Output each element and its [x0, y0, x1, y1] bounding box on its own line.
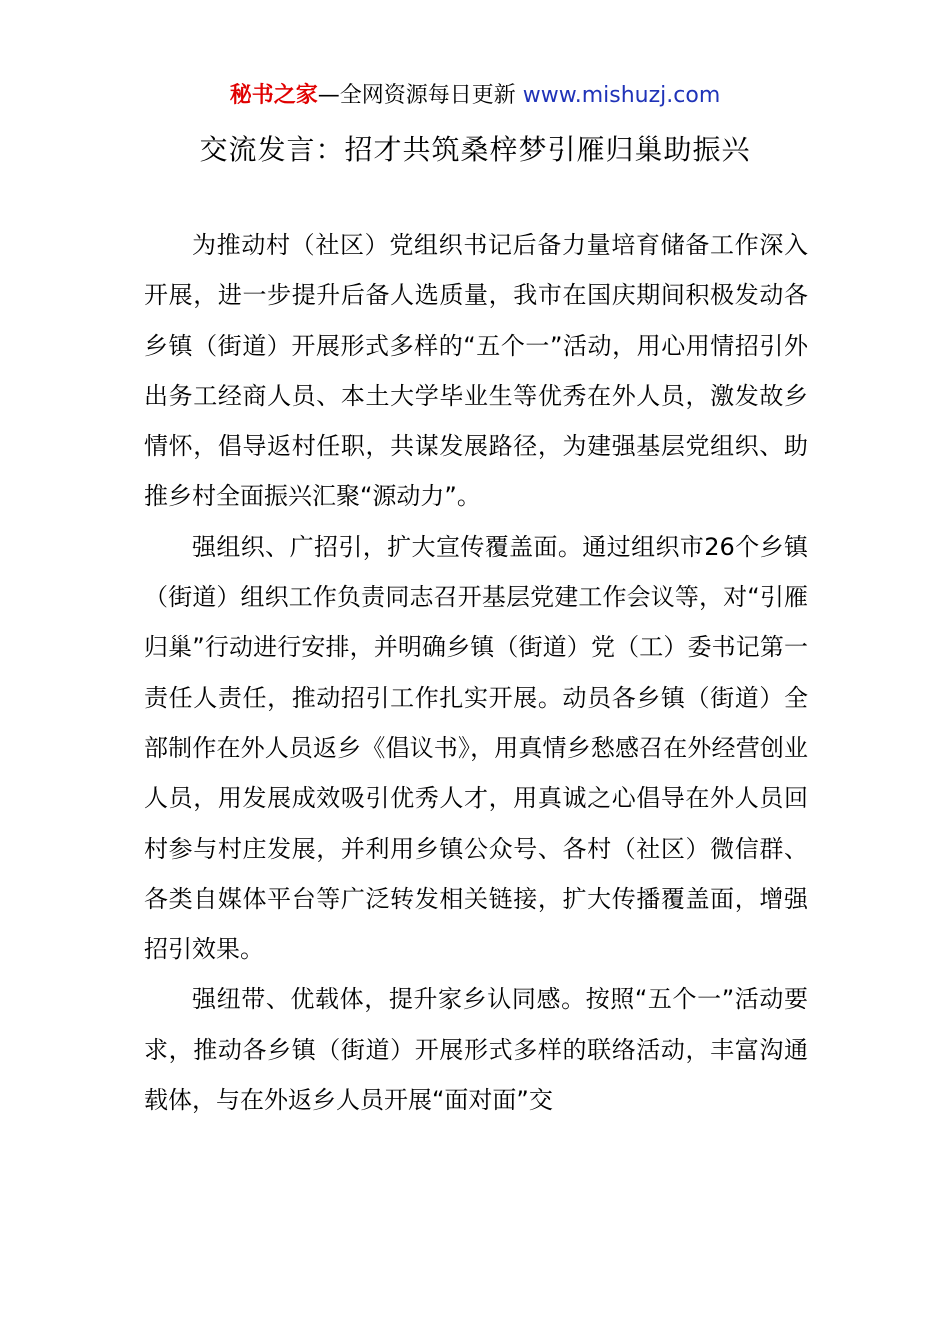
paragraph-organization: 强组织、广招引，扩大宣传覆盖面。通过组织市26个乡镇（街道）组织工作负责同志召开基层党建工作会议等，对“引雁归巢”行动进行安排，并明确乡镇（街道）党（工）委书记第一责任人责任，推动招引工作扎实开展。动员各乡镇（街道）全部制作在外人员返乡《倡议书》，用真情乡愁感召在外经营创业人员，用发展成效吸引优秀人才，用真诚之心倡导在外人员回村参与村庄发展，并利用乡镇公众号、各村（社区）微信群、各类自媒体平台等广泛转发相关链接，扩大传播覆盖面，增强招引效果。: [144, 532, 808, 964]
site-tagline: —全网资源每日更新: [317, 83, 523, 108]
document-title: 交流发言：招才共筑桑梓梦引雁归巢助振兴: [199, 133, 751, 166]
site-url[interactable]: www.mishuzj.com: [522, 83, 721, 108]
paragraph-intro: 为推动村（社区）党组织书记后备力量培育储备工作深入开展，进一步提升后备人选质量，我市在国庆期间积极发动各乡镇（街道）开展形式多样的“五个一”活动，用心用情招引外出务工经商人员、本土大学毕业生等优秀在外人员，激发故乡情怀，倡导返村任职，共谋发展路径，为建强基层党组织、助推乡村全面振兴汇聚“源动力”。: [144, 231, 808, 511]
document-body: [144, 220, 808, 1125]
site-header: [0, 82, 950, 110]
paragraph-bond: 强纽带、优载体，提升家乡认同感。按照“五个一”活动要求，推动各乡镇（街道）开展形式多样的联络活动，丰富沟通载体，与在外返乡人员开展“面对面”交: [144, 985, 808, 1115]
brand-name: 秘书之家: [229, 83, 318, 108]
